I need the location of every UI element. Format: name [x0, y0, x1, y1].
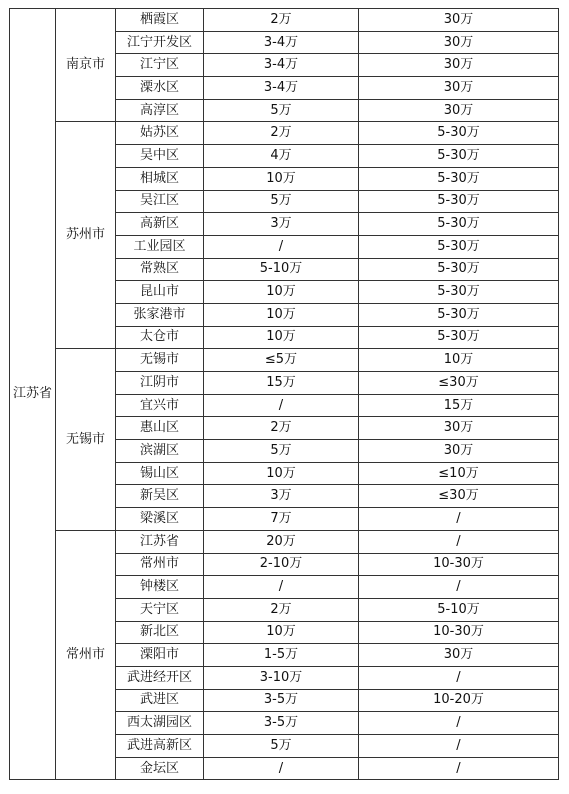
district-cell: 新北区: [116, 621, 204, 644]
amount-cell: 2万: [204, 122, 359, 145]
amount-cell: 5-10万: [204, 258, 359, 281]
district-cell: 西太湖园区: [116, 712, 204, 735]
amount-cell: /: [204, 576, 359, 599]
city-cell: 无锡市: [56, 349, 116, 531]
district-cell: 太仓市: [116, 326, 204, 349]
table-row: [10, 9, 559, 32]
limit-cell: ≤10万: [359, 462, 559, 485]
city-cell: 苏州市: [56, 122, 116, 349]
amount-cell: 20万: [204, 530, 359, 553]
limit-cell: 5-10万: [359, 598, 559, 621]
limit-cell: 10-30万: [359, 553, 559, 576]
amount-cell: 3-10万: [204, 666, 359, 689]
district-cell: 相城区: [116, 167, 204, 190]
limit-cell: 5-30万: [359, 190, 559, 213]
limit-cell: /: [359, 712, 559, 735]
amount-cell: 3-5万: [204, 712, 359, 735]
amount-cell: 1-5万: [204, 644, 359, 667]
limit-cell: /: [359, 735, 559, 758]
table-row: [10, 349, 559, 372]
district-cell: 无锡市: [116, 349, 204, 372]
district-cell: 武进区: [116, 689, 204, 712]
amount-cell: 3万: [204, 485, 359, 508]
province-cell: 江苏省: [10, 9, 56, 780]
district-cell: 吴江区: [116, 190, 204, 213]
district-cell: 姑苏区: [116, 122, 204, 145]
limit-cell: 30万: [359, 417, 559, 440]
limit-cell: 5-30万: [359, 281, 559, 304]
table-row: [10, 122, 559, 145]
district-cell: 江阴市: [116, 372, 204, 395]
district-cell: 武进高新区: [116, 735, 204, 758]
limit-cell: 5-30万: [359, 167, 559, 190]
amount-cell: 10万: [204, 281, 359, 304]
limit-cell: 10-20万: [359, 689, 559, 712]
amount-cell: 3-4万: [204, 54, 359, 77]
amount-cell: /: [204, 235, 359, 258]
limit-cell: 30万: [359, 440, 559, 463]
limit-cell: 5-30万: [359, 213, 559, 236]
limit-cell: /: [359, 666, 559, 689]
amount-cell: 3-4万: [204, 31, 359, 54]
limit-cell: 15万: [359, 394, 559, 417]
limit-cell: /: [359, 508, 559, 531]
city-cell: 常州市: [56, 530, 116, 780]
district-cell: 张家港市: [116, 303, 204, 326]
limit-cell: 5-30万: [359, 303, 559, 326]
limit-cell: ≤30万: [359, 372, 559, 395]
district-cell: 江宁开发区: [116, 31, 204, 54]
amount-cell: 3万: [204, 213, 359, 236]
district-cell: 宜兴市: [116, 394, 204, 417]
district-cell: 新吴区: [116, 485, 204, 508]
amount-cell: 2万: [204, 417, 359, 440]
district-cell: 常州市: [116, 553, 204, 576]
amount-cell: 5万: [204, 735, 359, 758]
district-cell: 滨湖区: [116, 440, 204, 463]
amount-cell: 10万: [204, 326, 359, 349]
amount-cell: 3-4万: [204, 77, 359, 100]
amount-cell: ≤5万: [204, 349, 359, 372]
limit-cell: 10-30万: [359, 621, 559, 644]
limit-cell: 5-30万: [359, 145, 559, 168]
limit-cell: 30万: [359, 99, 559, 122]
limit-cell: /: [359, 576, 559, 599]
district-cell: 常熟区: [116, 258, 204, 281]
limit-cell: 30万: [359, 9, 559, 32]
funding-table: [9, 8, 559, 780]
district-cell: 江苏省: [116, 530, 204, 553]
district-cell: 高淳区: [116, 99, 204, 122]
amount-cell: 10万: [204, 621, 359, 644]
district-cell: 溧水区: [116, 77, 204, 100]
limit-cell: 5-30万: [359, 122, 559, 145]
amount-cell: /: [204, 394, 359, 417]
amount-cell: 2万: [204, 9, 359, 32]
limit-cell: /: [359, 757, 559, 780]
amount-cell: 2-10万: [204, 553, 359, 576]
table-body: [10, 9, 559, 780]
limit-cell: /: [359, 530, 559, 553]
limit-cell: 10万: [359, 349, 559, 372]
limit-cell: 30万: [359, 54, 559, 77]
district-cell: 钟楼区: [116, 576, 204, 599]
district-cell: 金坛区: [116, 757, 204, 780]
district-cell: 锡山区: [116, 462, 204, 485]
district-cell: 武进经开区: [116, 666, 204, 689]
amount-cell: 15万: [204, 372, 359, 395]
limit-cell: ≤30万: [359, 485, 559, 508]
district-cell: 栖霞区: [116, 9, 204, 32]
limit-cell: 30万: [359, 77, 559, 100]
amount-cell: 10万: [204, 462, 359, 485]
district-cell: 高新区: [116, 213, 204, 236]
district-cell: 溧阳市: [116, 644, 204, 667]
amount-cell: 4万: [204, 145, 359, 168]
district-cell: 吴中区: [116, 145, 204, 168]
district-cell: 天宁区: [116, 598, 204, 621]
amount-cell: 5万: [204, 440, 359, 463]
amount-cell: 10万: [204, 167, 359, 190]
district-cell: 梁溪区: [116, 508, 204, 531]
amount-cell: 10万: [204, 303, 359, 326]
district-cell: 江宁区: [116, 54, 204, 77]
amount-cell: 3-5万: [204, 689, 359, 712]
limit-cell: 30万: [359, 644, 559, 667]
amount-cell: /: [204, 757, 359, 780]
amount-cell: 2万: [204, 598, 359, 621]
amount-cell: 7万: [204, 508, 359, 531]
city-cell: 南京市: [56, 9, 116, 122]
amount-cell: 5万: [204, 190, 359, 213]
limit-cell: 5-30万: [359, 258, 559, 281]
amount-cell: 5万: [204, 99, 359, 122]
limit-cell: 5-30万: [359, 235, 559, 258]
district-cell: 工业园区: [116, 235, 204, 258]
district-cell: 惠山区: [116, 417, 204, 440]
limit-cell: 5-30万: [359, 326, 559, 349]
table-row: [10, 530, 559, 553]
district-cell: 昆山市: [116, 281, 204, 304]
limit-cell: 30万: [359, 31, 559, 54]
